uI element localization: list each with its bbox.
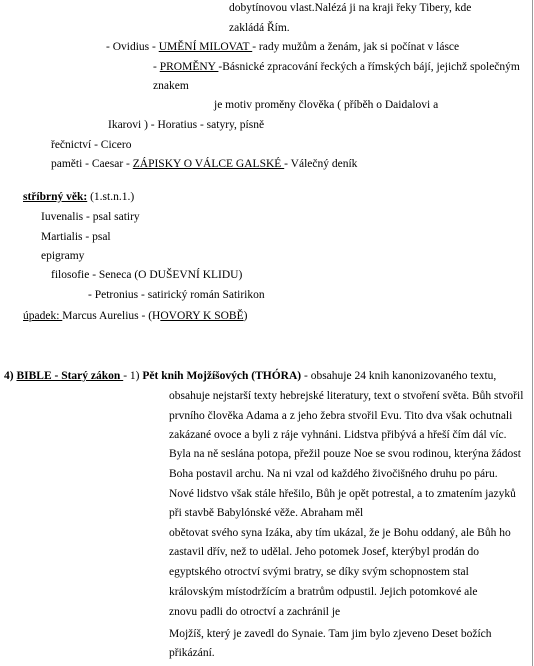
- text-line: je motiv proměny člověka ( příběh o Daidalovi a: [214, 99, 439, 111]
- text-line: - PROMĚNY -Básnické zpracování řeckých a římských bájí, jejichž společným: [153, 61, 520, 73]
- work-title: OVORY K SOBĚ: [160, 310, 244, 322]
- section-heading: 4) BIBLE - Starý zákon - 1) Pět knih Mojžíšových (THÓRA) - obsahuje 24 knih kanonizovaného textu,: [4, 370, 497, 382]
- text-line: Mojžíš, který je zavedl do Synaie. Tam jim bylo zjeveno Deset božích: [169, 628, 492, 640]
- text-line: obsahuje nejstarší texty hebrejské literatury, text o stvoření světa. Bůh stvořil: [169, 390, 524, 402]
- text-line: filosofie - Seneca (O DUŠEVNÍ KLIDU): [51, 269, 243, 281]
- text-line: zakládá Řím.: [229, 22, 290, 34]
- text-line: Byla na ně seslána potopa, přežil pouze Noe se svou rodinou, kterýna žádost: [169, 448, 521, 460]
- text-line: Boha postavil archu. Na ni vzal od každého živočišného druhu po páru.: [169, 468, 498, 480]
- text-line: znovu padli do otroctví a zachránil je: [169, 606, 341, 618]
- text-line: egyptského otroctví svými bratry, se díky svým schopnostem stal: [169, 566, 469, 578]
- text-line: prvního člověka Adama a z jeho žebra stvořil Evu. Tito dva však ochutnali: [169, 410, 513, 422]
- work-title: PROMĚNY: [159, 61, 219, 73]
- text-line: zakázané ovoce a byli z ráje vyhnáni. Lidstva přibývá a hřeší čím dál víc.: [169, 429, 507, 441]
- text-line: zastavil dřív, než to udělal. Jeho potomek Josef, kterýbyl prodán do: [169, 546, 479, 558]
- text-line: královským místodržícím a bratrům odpustil. Jejich potomkové ale: [169, 586, 478, 598]
- work-title: UMĚNÍ MILOVAT: [158, 41, 253, 53]
- text-line: epigramy: [41, 250, 85, 262]
- work-title: ZÁPISKY O VÁLCE GALSKÉ: [132, 158, 285, 170]
- text-line: úpadek: Marcus Aurelius - (HOVORY K SOBĚ): [23, 310, 248, 322]
- text-line: při stavbě Babylónské věže. Abraham měl: [169, 507, 364, 519]
- section-heading: stříbrný věk: (1.st.n.1.): [23, 191, 135, 203]
- text-line: znakem: [153, 80, 189, 92]
- text-line: - Ovidius - UMĚNÍ MILOVAT - rady mužům a ženám, jak si počínat v lásce: [106, 41, 460, 53]
- text-line: Ikarovi ) - Horatius - satyry, písně: [108, 119, 265, 131]
- text-line: dobytínovou vlast.Nalézá ji na kraji řeky Tibery, kde: [229, 2, 472, 14]
- text-line: paměti - Caesar - ZÁPISKY O VÁLCE GALSKÉ - Válečný deník: [51, 158, 358, 170]
- text-line: - Petronius - satirický román Satirikon: [88, 289, 265, 301]
- text-line: Martialis - psal: [41, 231, 111, 243]
- text-line: Iuvenalis - psal satiry: [41, 211, 140, 223]
- text-line: řečnictví - Cicero: [51, 139, 132, 151]
- text-line: obětovat svého syna Izáka, aby tím ukázal, že je Bohu oddaný, ale Bůh ho: [169, 527, 511, 539]
- text-line: přikázání.: [169, 647, 215, 659]
- text-line: Nové lidstvo však stále hřešilo, Bůh je opět potrestal, a to zmatením jazyků: [169, 488, 516, 500]
